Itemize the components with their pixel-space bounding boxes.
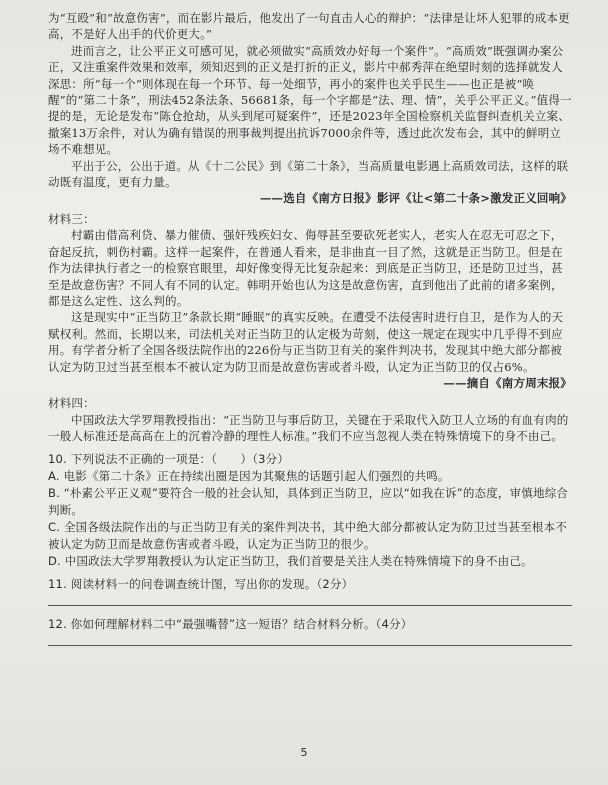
material4-title: 材料四：	[48, 396, 95, 411]
material3-source: ——摘自《南方周末报》	[443, 375, 572, 390]
option-a: A. 电影《第二十条》正在持续出圈是因为其聚焦的话题引起人们强烈的共鸣。	[48, 468, 450, 483]
answer-line	[48, 605, 572, 606]
material3-paragraph: 这是现实中“正当防卫”条款长期“睡眠”的真实反映。在遭受不法侵害时进行自卫，是作为人的天赋权利。然而，长期以来，司法机关对正当防卫的认定极为苛刻，使这一规定在现实中几乎得不到应用。有学者分析了全国各级法院作出的226份与正当防卫有关的案件判决书，发现其中绝大部分都被认定为防卫过当甚至根本不被认定为防卫而是故意伤害或者斗殴，认定为正当防卫的仅占6%。	[48, 310, 564, 374]
material2-paragraph: 为“互殴”和“故意伤害”，而在影片最后，他发出了一句直击人心的辩护：“法律是让坏人犯罪的成本更高，不是好人出手的代价更大。”	[48, 11, 570, 42]
option-c: C. 全国各级法院作出的与正当防卫有关的案件判决书，其中绝大部分都被认定为防卫过当甚至根本不被认定为防卫而是故意伤害或者斗殴，认定为正当防卫的很少。	[48, 519, 568, 551]
material4-paragraph: 中国政法大学罗翔教授指出：“正当防卫与事后防卫，关键在于采取代入防卫人立场的有血有肉的一般人标准还是高高在上的沉着冷静的理性人标准。”我们不应当忽视人类在特殊情境下的身不由己。	[48, 412, 569, 444]
question-12	[48, 616, 572, 646]
question-11	[48, 576, 572, 606]
material2-paragraph: 平出于公，公出于道。从《十二公民》到《第二十条》，当高质量电影遇上高质效司法，这样的联动既有温度，更有力量。	[48, 158, 569, 190]
page-text	[48, 10, 572, 646]
material3-paragraph: 村霸由借高利贷、暴力催债、强奸残疾妇女、侮辱甚至要砍死老实人，老实人在忍无可忍之下，奋起反抗，刺伤村霸。这样一起案件，在普通人看来，是非曲直一目了然，这就是正当防卫。但是在作为法律执行者之一的检察官眼里，却好像变得无比复杂起来：到底是正当防卫，还是防卫过当，甚至是故意伤害？不同人有不同的认定。韩明开始也认为这是故意伤害，直到他出了此前的诸多案例，都是这么定性、这么判的。	[48, 228, 563, 308]
material2-paragraph: 进而言之，让公平正义可感可见，就必须做实“高质效办好每一个案件”。“高质效”既强调办案公正，又注重案件效果和效率，须知迟到的正义是打折的正义，影片中郝秀萍在绝望时刻的选择就发人深思：所“每一个”则体现在每一个环节、每一处细节，再小的案件也关乎民生——也正是被“唤醒”的“第二十条”，刑法452条法条、56681条，每一个字都是“法、理、情”，关乎公平正义。”值得一提的是，无论是发布“陈仓抢劫，从头到尾可疑案件”，还是2023年全国检察机关监督纠查机关立案、撤案13万余件，对认为确有错误的刑事裁判提出抗诉7000余件等，透过此次发布会，其中的鲜明立场不难想见。	[48, 43, 572, 157]
question-10	[48, 451, 572, 570]
option-d: D. 中国政法大学罗翔教授认为认定正当防卫，我们首要是关注人类在特殊情境下的身不由己。	[48, 553, 533, 568]
page-number: 5	[300, 746, 308, 759]
material3-title: 材料三：	[48, 211, 95, 226]
material2-source: ——选自《南方日报》影评《让<第二十条>激发正义回响》	[259, 191, 572, 206]
question-10-stem: 10. 下列说法不正确的一项是：（ ）（3分）	[48, 451, 290, 466]
option-b: B. “朴素公平正义观”要符合一般的社会认知，具体到正当防卫，应以“如我在诉”的态度，审慎地综合判断。	[48, 485, 569, 517]
question-11-stem: 11. 阅读材料一的问卷调查统计图，写出你的发现。（2分）	[48, 576, 354, 591]
question-12-stem: 12. 你如何理解材料二中“最强嘴替”这一短语？结合材料分析。（4分）	[48, 616, 413, 631]
answer-line	[48, 645, 572, 646]
